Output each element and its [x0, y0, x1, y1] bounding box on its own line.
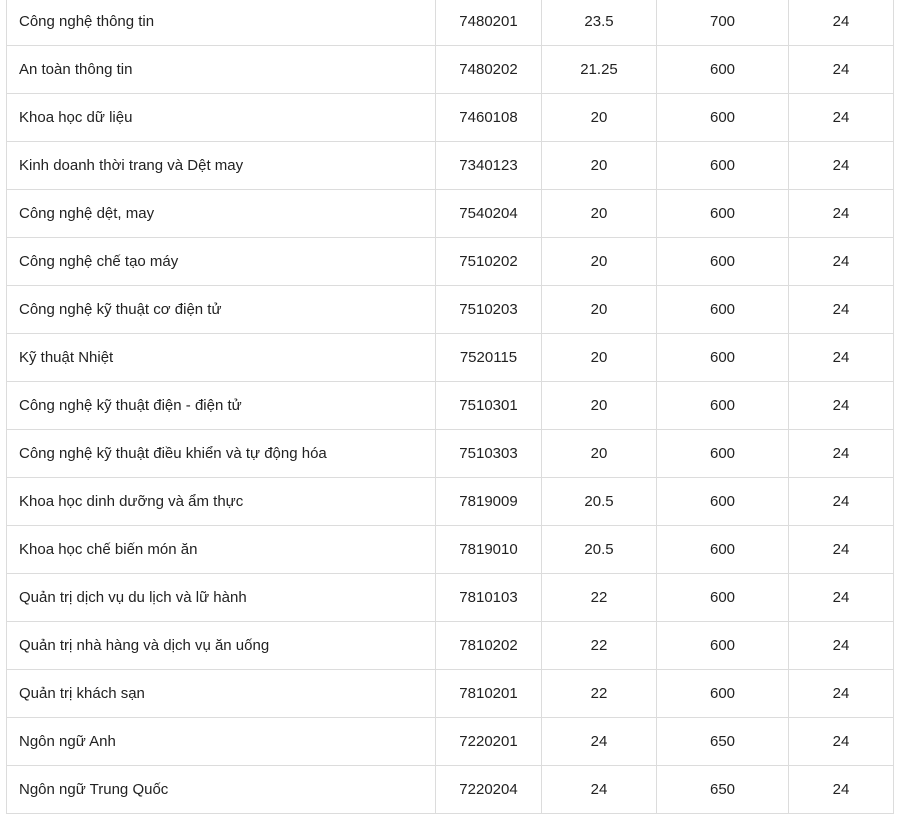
major-code-cell: 7510203 [436, 286, 542, 334]
cutoff-score-cell: 20 [542, 142, 657, 190]
cutoff-score-cell: 20.5 [542, 526, 657, 574]
major-name-cell: Kinh doanh thời trang và Dệt may [7, 142, 436, 190]
major-name-cell: An toàn thông tin [7, 46, 436, 94]
last-column-cell: 24 [789, 382, 894, 430]
points-cell: 650 [657, 766, 789, 814]
major-name-cell: Quản trị khách sạn [7, 670, 436, 718]
last-column-cell: 24 [789, 574, 894, 622]
cutoff-score-cell: 24 [542, 766, 657, 814]
points-cell: 600 [657, 238, 789, 286]
table-row [7, 766, 894, 814]
major-name-cell: Ngôn ngữ Trung Quốc [7, 766, 436, 814]
table-row [7, 478, 894, 526]
last-column-cell: 24 [789, 766, 894, 814]
major-name-cell: Quản trị nhà hàng và dịch vụ ăn uống [7, 622, 436, 670]
major-code-cell: 7510303 [436, 430, 542, 478]
major-code-cell: 7810202 [436, 622, 542, 670]
major-name-cell: Công nghệ kỹ thuật điều khiển và tự động hóa [7, 430, 436, 478]
major-name-cell: Công nghệ thông tin [7, 0, 436, 46]
major-name-cell: Công nghệ dệt, may [7, 190, 436, 238]
table-row [7, 622, 894, 670]
cutoff-score-cell: 22 [542, 670, 657, 718]
last-column-cell: 24 [789, 286, 894, 334]
last-column-cell: 24 [789, 0, 894, 46]
last-column-cell: 24 [789, 670, 894, 718]
points-cell: 600 [657, 334, 789, 382]
points-cell: 600 [657, 430, 789, 478]
points-cell: 600 [657, 286, 789, 334]
major-name-cell: Khoa học chế biến món ăn [7, 526, 436, 574]
points-cell: 600 [657, 382, 789, 430]
table-row [7, 238, 894, 286]
major-code-cell: 7340123 [436, 142, 542, 190]
table-row [7, 46, 894, 94]
points-cell: 600 [657, 190, 789, 238]
major-code-cell: 7480202 [436, 46, 542, 94]
last-column-cell: 24 [789, 334, 894, 382]
last-column-cell: 24 [789, 430, 894, 478]
major-code-cell: 7540204 [436, 190, 542, 238]
points-cell: 600 [657, 478, 789, 526]
cutoff-score-cell: 22 [542, 574, 657, 622]
table-row [7, 0, 894, 46]
last-column-cell: 24 [789, 238, 894, 286]
major-code-cell: 7819010 [436, 526, 542, 574]
table-row [7, 190, 894, 238]
points-cell: 600 [657, 574, 789, 622]
table-row [7, 526, 894, 574]
table-row [7, 94, 894, 142]
table-row [7, 430, 894, 478]
cutoff-score-cell: 24 [542, 718, 657, 766]
table-row [7, 334, 894, 382]
table-row [7, 286, 894, 334]
points-cell: 600 [657, 142, 789, 190]
last-column-cell: 24 [789, 94, 894, 142]
cutoff-score-cell: 20 [542, 382, 657, 430]
major-code-cell: 7220201 [436, 718, 542, 766]
last-column-cell: 24 [789, 142, 894, 190]
major-name-cell: Khoa học dữ liệu [7, 94, 436, 142]
major-name-cell: Quản trị dịch vụ du lịch và lữ hành [7, 574, 436, 622]
major-code-cell: 7810201 [436, 670, 542, 718]
major-name-cell: Ngôn ngữ Anh [7, 718, 436, 766]
table-row [7, 142, 894, 190]
major-name-cell: Khoa học dinh dưỡng và ẩm thực [7, 478, 436, 526]
cutoff-score-cell: 21.25 [542, 46, 657, 94]
cutoff-score-cell: 20 [542, 334, 657, 382]
last-column-cell: 24 [789, 622, 894, 670]
cutoff-score-cell: 20 [542, 94, 657, 142]
table-row [7, 670, 894, 718]
cutoff-score-cell: 23.5 [542, 0, 657, 46]
major-name-cell: Công nghệ kỹ thuật cơ điện tử [7, 286, 436, 334]
last-column-cell: 24 [789, 190, 894, 238]
points-cell: 650 [657, 718, 789, 766]
last-column-cell: 24 [789, 478, 894, 526]
cutoff-score-cell: 20.5 [542, 478, 657, 526]
major-name-cell: Kỹ thuật Nhiệt [7, 334, 436, 382]
major-code-cell: 7810103 [436, 574, 542, 622]
table-row [7, 382, 894, 430]
admission-table [6, 0, 894, 814]
points-cell: 600 [657, 46, 789, 94]
last-column-cell: 24 [789, 718, 894, 766]
cutoff-score-cell: 22 [542, 622, 657, 670]
major-code-cell: 7220204 [436, 766, 542, 814]
cutoff-score-cell: 20 [542, 190, 657, 238]
points-cell: 600 [657, 94, 789, 142]
last-column-cell: 24 [789, 526, 894, 574]
major-code-cell: 7510202 [436, 238, 542, 286]
points-cell: 700 [657, 0, 789, 46]
table-row [7, 574, 894, 622]
cutoff-score-cell: 20 [542, 430, 657, 478]
table-row [7, 718, 894, 766]
major-code-cell: 7460108 [436, 94, 542, 142]
cutoff-score-cell: 20 [542, 286, 657, 334]
major-code-cell: 7819009 [436, 478, 542, 526]
points-cell: 600 [657, 670, 789, 718]
major-name-cell: Công nghệ kỹ thuật điện - điện tử [7, 382, 436, 430]
major-code-cell: 7480201 [436, 0, 542, 46]
table-body [7, 0, 894, 814]
points-cell: 600 [657, 622, 789, 670]
major-code-cell: 7510301 [436, 382, 542, 430]
last-column-cell: 24 [789, 46, 894, 94]
cutoff-score-cell: 20 [542, 238, 657, 286]
major-name-cell: Công nghệ chế tạo máy [7, 238, 436, 286]
points-cell: 600 [657, 526, 789, 574]
major-code-cell: 7520115 [436, 334, 542, 382]
